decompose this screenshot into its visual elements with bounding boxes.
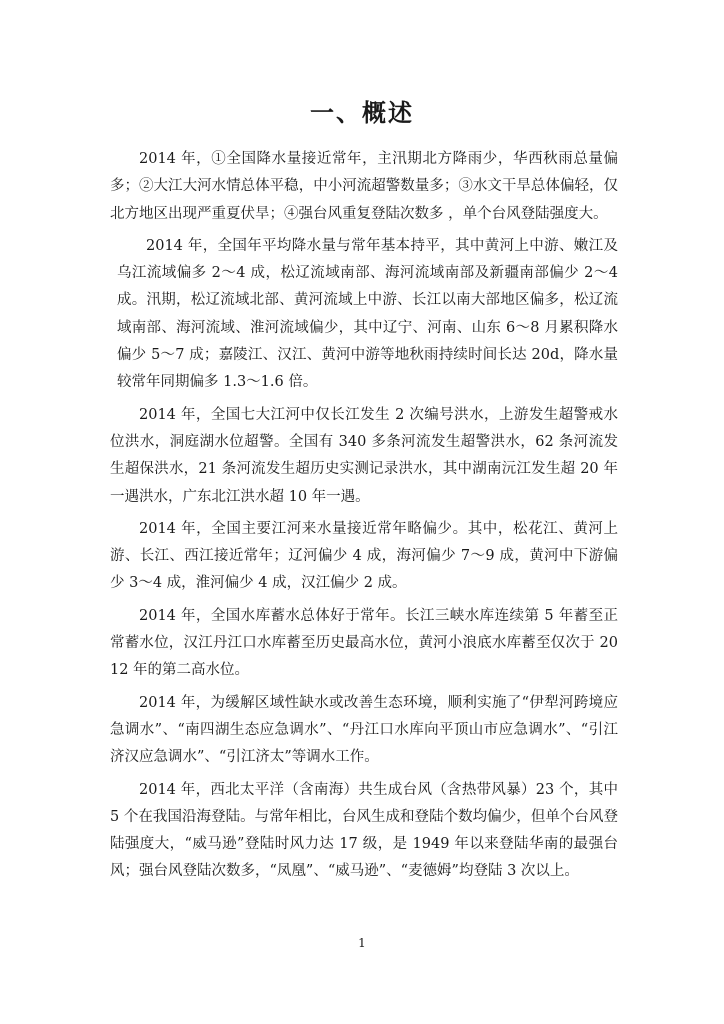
body-text xyxy=(110,146,618,891)
paragraph-typhoons: 2014 年，西北太平洋（含南海）共生成台风（含热带风暴）23 个，其中 5 个在我国沿海登陆。与常年相比，台风生成和登陆个数均偏少，但单个台风登陆强度大，“威马逊”登陆时风力达 17 级，是 1949 年以来登陆华南的最强台风；强台风登陆次数多，“凤凰”、“威马逊”、“麦德姆”均登陆 3 次以上。 xyxy=(110,781,618,880)
page-number: 1 xyxy=(358,936,366,950)
paragraph-summary: 2014 年，①全国降水量接近常年，主汛期北方降雨少，华西秋雨总量偏多；②大江大河水情总体平稳，中小河流超警数量多；③水文干旱总体偏轻，仅北方地区出现严重夏伏旱；④强台风重复登陆次数多 ，单个台风登陆强度大。 xyxy=(110,151,618,222)
paragraph-floods: 2014 年，全国七大江河中仅长江发生 2 次编号洪水，上游发生超警戒水位洪水，洞庭湖水位超警。全国有 340 多条河流发生超警洪水，62 条河流发生超保洪水，21 条河流发生超历史实测记录洪水，其中湖南沅江发生超 20 年一遇洪水，广东北江洪水超 10 年一遇。 xyxy=(110,406,618,505)
section-title: 一、概述 xyxy=(310,99,414,127)
paragraph-water-transfer: 2014 年，为缓解区域性缺水或改善生态环境，顺利实施了“伊犁河跨境应急调水”、“南四湖生态应急调水”、“丹江口水库向平顶山市应急调水”、“引江济汉应急调水”、“引江济太”等调水工作。 xyxy=(110,694,618,766)
paragraph-reservoirs: 2014 年，全国水库蓄水总体好于常年。长江三峡水库连续第 5 年蓄至正常蓄水位，汉江丹江口水库蓄至历史最高水位，黄河小浪底水库蓄至仅次于 2012 年的第二高水位。 xyxy=(110,607,618,679)
paragraph-runoff: 2014 年，全国主要江河来水量接近常年略偏少。其中，松花江、黄河上游、长江、西江接近常年；辽河偏少 4 成，海河偏少 7～9 成，黄河中下游偏少 3～4 成，淮河偏少 4 成，汉江偏少 2 成。 xyxy=(110,520,618,592)
paragraph-precipitation: 2014 年，全国年平均降水量与常年基本持平，其中黄河上中游、嫩江及乌江流域偏多 2～4 成，松辽流域南部、海河流域南部及新疆南部偏少 2～4 成。汛期，松辽流域北部、黄河流域上中游、长江以南大部地区偏多，松辽流域南部、海河流域、淮河流域偏少，其中辽宁、河南、山东 6～8 月累积降水偏少 5～7 成；嘉陵江、汉江、黄河中游等地秋雨持续时间长达 20d，降水量较常年同期偏多 1.3～1.6 倍。 xyxy=(117,237,618,391)
